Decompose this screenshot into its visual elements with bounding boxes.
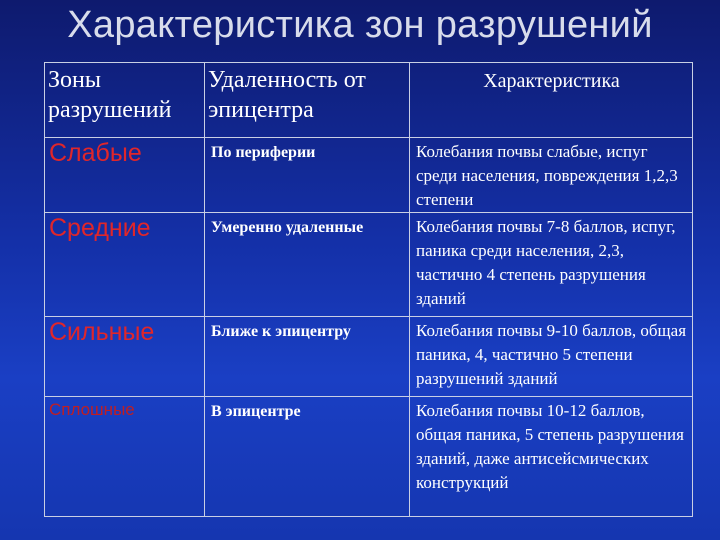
table-row (45, 317, 693, 397)
table-row (45, 213, 693, 317)
zone-characteristic: Колебания почвы 10-12 баллов, общая паника, 5 степень разрушения зданий, даже антисейсмических конструкций (410, 397, 693, 517)
header-zone: Зоны разрушений (45, 63, 205, 138)
zone-distance: По периферии (205, 138, 410, 213)
header-distance: Удаленность от эпицентра (205, 63, 410, 138)
zone-distance: Ближе к эпицентру (205, 317, 410, 397)
zone-name: Средние (45, 213, 205, 317)
zones-table (44, 62, 693, 517)
zone-characteristic: Колебания почвы 9-10 баллов, общая паника, 4, частично 5 степени разрушений зданий (410, 317, 693, 397)
zone-distance: В эпицентре (205, 397, 410, 517)
zone-characteristic: Колебания почвы 7-8 баллов, испуг, паника среди населения, 2,3, частично 4 степень разрушения зданий (410, 213, 693, 317)
table-row (45, 397, 693, 517)
zone-name: Сильные (45, 317, 205, 397)
table-header-row (45, 63, 693, 138)
zone-distance: Умеренно удаленные (205, 213, 410, 317)
table-row (45, 138, 693, 213)
header-characteristic: Характеристика (410, 63, 693, 138)
zone-name: Сплошные (45, 397, 205, 517)
page-title: Характеристика зон разрушений (67, 4, 653, 46)
zone-name: Слабые (45, 138, 205, 213)
zone-characteristic: Колебания почвы слабые, испуг среди населения, повреждения 1,2,3 степени (410, 138, 693, 213)
